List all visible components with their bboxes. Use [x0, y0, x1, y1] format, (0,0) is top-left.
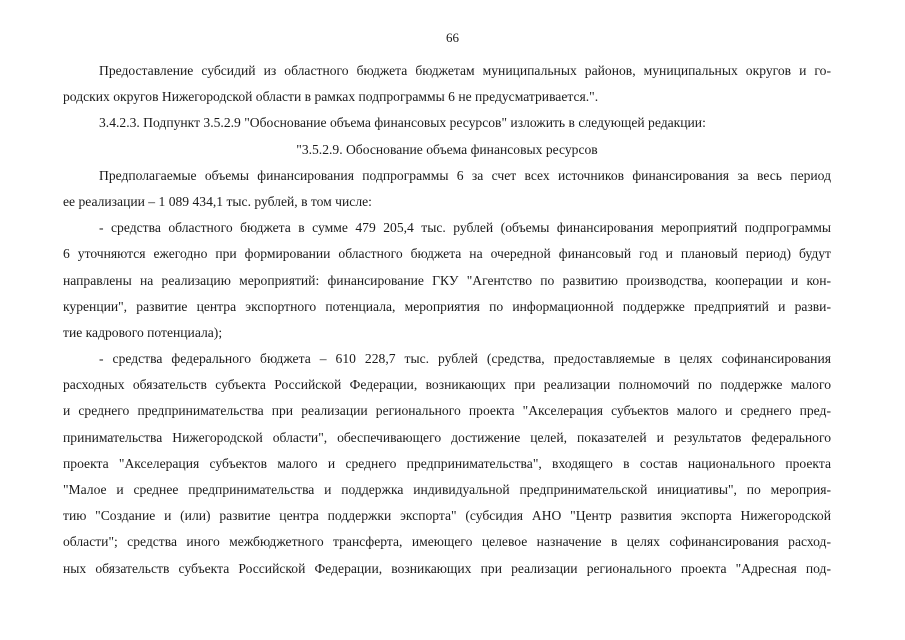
text-line: направлены на реализацию мероприятий: финансирование ГКУ "Агентство по развитию производства, кооперации и кон-	[63, 272, 831, 288]
section-heading: "3.5.2.9. Обоснование объема финансовых ресурсов	[296, 141, 598, 157]
page-number: 66	[446, 30, 459, 45]
text-line: "Малое и среднее предпринимательства и поддержка индивидуальной предпринимательской инициативы", по мероприя-	[63, 482, 831, 497]
text-line: Предоставление субсидий из областного бюджета бюджетам муниципальных районов, муниципальных округов и го-	[99, 63, 831, 78]
text-line: и среднего предпринимательства при реализации регионального проекта "Акселерация субъектов малого и среднего пред-	[63, 403, 831, 419]
text-line: проекта "Акселерация субъектов малого и среднего предпринимательства", входящего в состав национального проекта	[63, 455, 831, 471]
text-line: тию "Создание и (или) развитие центра поддержки экспорта" (субсидия АНО "Центр развития экспорта Нижегородской	[63, 508, 831, 524]
text-line: - средства областного бюджета в сумме 479 205,4 тыс. рублей (объемы финансирования мероприятий подпрограммы	[99, 220, 831, 236]
text-line: тие кадрового потенциала);	[63, 324, 223, 340]
text-line: - средства федерального бюджета – 610 228,7 тыс. рублей (средства, предоставляемые в целях софинансирования	[99, 351, 831, 367]
text-line: куренции", развитие центра экспортного потенциала, мероприятия по информационной поддержке предприятий и разви-	[63, 298, 831, 314]
text-line: ных обязательств субъекта Российской Федерации, возникающих при реализации регионального проекта "Адресная под-	[63, 560, 831, 576]
text-line: ее реализации – 1 089 434,1 тыс. рублей, в том числе:	[63, 193, 372, 209]
text-line: принимательства Нижегородской области", обеспечивающего достижение целей, показателей и результатов федерального	[63, 429, 831, 445]
text-line: 6 уточняются ежегодно при формировании областного бюджета на очередной финансовый год и плановый период) будут	[63, 246, 831, 262]
document-body	[63, 62, 831, 586]
text-line: 3.4.2.3. Подпункт 3.5.2.9 "Обоснование объема финансовых ресурсов" изложить в следующей редакции:	[99, 115, 706, 131]
text-line: Предполагаемые объемы финансирования подпрограммы 6 за счет всех источников финансирования за весь период	[99, 167, 831, 183]
text-line: области"; средства иного межбюджетного трансферта, имеющего целевое назначение в целях софинансирования расход-	[63, 534, 831, 550]
text-line: расходных обязательств субъекта Российской Федерации, возникающих при реализации полномочий по поддержке малого	[63, 377, 831, 393]
text-line: родских округов Нижегородской области в рамках подпрограммы 6 не предусматривается.".	[63, 89, 599, 105]
